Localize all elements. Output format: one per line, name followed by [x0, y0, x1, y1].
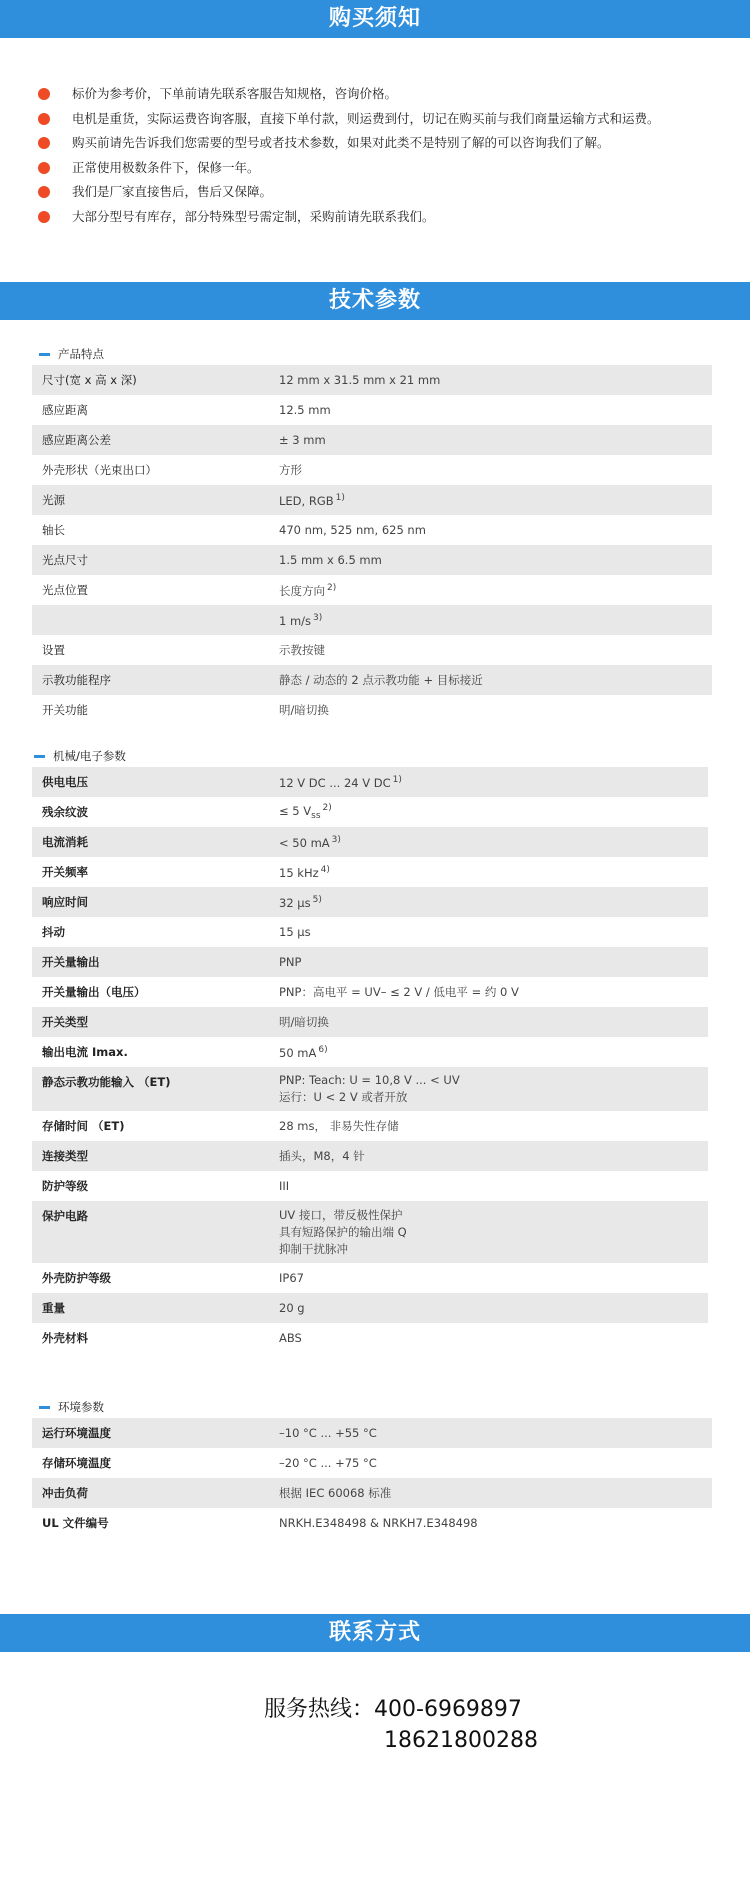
param-name: 残余纹波: [42, 805, 88, 819]
table-row: [32, 665, 712, 695]
table-row: [32, 1171, 708, 1201]
param-value-line: 具有短路保护的输出端 Q: [279, 1224, 407, 1239]
param-value-text: 1 m/s: [279, 614, 312, 628]
table-row: [32, 485, 712, 515]
table-row: [32, 1201, 708, 1263]
table-row: [32, 455, 712, 485]
param-name: 示教功能程序: [42, 673, 111, 687]
table-row: [32, 1007, 708, 1037]
param-name: 外壳防护等级: [42, 1271, 111, 1285]
param-value: [279, 395, 331, 425]
param-name: 感应距离: [42, 403, 88, 417]
param-name: 重量: [42, 1301, 65, 1315]
table-row: [32, 515, 712, 545]
table-row: [32, 605, 712, 635]
param-subscript: ss: [311, 810, 321, 821]
param-value-text: 20 g: [279, 1300, 305, 1315]
env-section: [32, 1396, 712, 1538]
param-value: [279, 695, 329, 725]
bullet-dot-icon: [38, 137, 50, 149]
table-row: [32, 1448, 712, 1478]
param-value-text: LED, RGB: [279, 494, 334, 508]
list-item: 标价为参考价，下单前请先联系客服告知规格，咨询价格。: [38, 82, 738, 107]
bullet-dot-icon: [38, 186, 50, 198]
param-value: [279, 767, 402, 797]
heading-mark-icon: [34, 755, 45, 758]
param-value-text: 470 nm, 525 nm, 625 nm: [279, 522, 426, 537]
list-item: 我们是厂家直接售后，售后又保障。: [38, 180, 738, 205]
param-name: 光点位置: [42, 583, 88, 597]
param-value-text: 长度方向: [279, 584, 325, 598]
param-value-text: ≤ 5 V: [279, 803, 312, 818]
param-name: 连接类型: [42, 1149, 88, 1163]
heading-mark-icon: [39, 353, 50, 356]
footnote-mark: 3): [331, 835, 341, 845]
list-item: 电机是重货，实际运费咨询客服，直接下单付款，则运费到付，切记在购买前与我们商量运输方式和运费。: [38, 107, 738, 132]
param-value-text: PNP: [279, 954, 302, 969]
table-row: [32, 395, 712, 425]
param-value: [279, 1448, 377, 1478]
param-value-text: 方形: [279, 462, 302, 477]
param-value-text: 根据 IEC 60068 标准: [279, 1485, 392, 1500]
param-name: 外壳材料: [42, 1331, 88, 1345]
param-name: 保护电路: [42, 1209, 88, 1223]
footnote-mark: 4): [320, 865, 330, 875]
table-row: [32, 695, 712, 725]
param-value: [279, 605, 322, 635]
param-name: 光点尺寸: [42, 553, 88, 567]
param-value: [279, 1171, 289, 1201]
param-name: 抖动: [42, 925, 65, 939]
table-row: [32, 635, 712, 665]
table-row: [32, 917, 708, 947]
table-row: [32, 767, 708, 797]
param-value-text: 示教按键: [279, 642, 325, 657]
param-name: 冲击负荷: [42, 1486, 88, 1500]
param-name: 开关量输出（电压）: [42, 985, 146, 999]
param-value: [279, 1141, 365, 1171]
table-row: [32, 425, 712, 455]
features-table: [32, 365, 712, 725]
param-value-text: 1.5 mm x 6.5 mm: [279, 552, 382, 567]
param-value: [279, 1007, 329, 1037]
table-row: [32, 365, 712, 395]
table-row: [32, 1037, 708, 1067]
hotline-line: [264, 1692, 522, 1723]
footnote-mark: 1): [335, 493, 345, 503]
table-row: [32, 1141, 708, 1171]
param-value: [279, 545, 382, 575]
param-value-text: 15 kHz: [279, 866, 319, 880]
param-value-text: PNP: Teach: U = 10,8 V ... < UV: [279, 1073, 460, 1087]
table-row: [32, 1067, 708, 1111]
param-name: 轴长: [42, 523, 65, 537]
param-value: [279, 1418, 377, 1448]
param-value-text: 32 µs: [279, 896, 311, 910]
param-value: [279, 1111, 399, 1141]
param-name: 开关量输出: [42, 955, 100, 969]
param-value-text: IP67: [279, 1270, 304, 1285]
phone-number-1: 400-6969897: [374, 1697, 522, 1722]
param-name: 供电电压: [42, 775, 88, 789]
param-value-text: ABS: [279, 1330, 302, 1345]
table-row: [32, 1263, 708, 1293]
param-value-text: 插头，M8，4 针: [279, 1148, 365, 1163]
table-row: [32, 887, 708, 917]
param-value-text: –20 °C ... +75 °C: [279, 1455, 377, 1470]
param-name: 设置: [42, 643, 65, 657]
param-value: [279, 827, 341, 857]
table-row: [32, 575, 712, 605]
param-value: [279, 635, 325, 665]
table-row: [32, 545, 712, 575]
tech-params-title: 技术参数: [328, 288, 421, 313]
bullet-dot-icon: [38, 88, 50, 100]
param-value: [279, 797, 332, 827]
param-value: [279, 1508, 478, 1538]
param-value: [279, 665, 483, 695]
param-value: [279, 977, 519, 1007]
param-name: 光源: [42, 493, 65, 507]
purchase-notice-title: 购买须知: [328, 6, 421, 31]
bullet-dot-icon: [38, 162, 50, 174]
table-row: [32, 1323, 708, 1353]
footnote-mark: 2): [327, 583, 337, 593]
table-row: [32, 1111, 708, 1141]
table-row: [32, 1478, 712, 1508]
param-value: [279, 947, 301, 977]
param-value-text: –10 °C ... +55 °C: [279, 1425, 377, 1440]
param-value-text: 15 µs: [279, 924, 311, 939]
param-value-line: 运行：U < 2 V 或者开放: [279, 1090, 408, 1104]
param-value: [279, 365, 440, 395]
param-value-line: 抑制干扰脉冲: [279, 1241, 348, 1256]
purchase-notice-banner: [0, 0, 750, 38]
footnote-mark: 1): [392, 775, 402, 785]
param-value-text: UV 接口，带反极性保护: [279, 1207, 403, 1222]
param-value-text: 明/暗切换: [279, 702, 329, 717]
tech-params-banner: [0, 282, 750, 320]
heading-mark-icon: [39, 1406, 50, 1409]
param-name: [32, 605, 279, 635]
param-name: 响应时间: [42, 895, 88, 909]
contact-banner: [0, 1614, 750, 1652]
param-value: [279, 1478, 391, 1508]
section-heading: 环境参数: [32, 1396, 712, 1418]
param-value-text: 12.5 mm: [279, 402, 331, 417]
table-row: [32, 1508, 712, 1538]
param-value-text: 12 mm x 31.5 mm x 21 mm: [279, 372, 441, 387]
table-row: [32, 797, 708, 827]
param-value: [279, 515, 426, 545]
param-value-text: 明/暗切换: [279, 1014, 329, 1029]
param-name: 防护等级: [42, 1179, 88, 1193]
param-value-text: III: [279, 1178, 290, 1193]
param-value: [279, 1263, 304, 1293]
param-value: [279, 1201, 407, 1263]
param-value: [279, 857, 330, 887]
param-name: 开关频率: [42, 865, 88, 879]
mech-table: [32, 767, 708, 1353]
mech-section: [32, 745, 708, 1353]
param-name: 运行环境温度: [42, 1426, 111, 1440]
param-name: 存储环境温度: [42, 1456, 111, 1470]
param-value-text: 28 ms， 非易失性存储: [279, 1118, 399, 1133]
param-name: 外壳形状（光束出口）: [42, 463, 157, 477]
param-value-text: 50 mA: [279, 1046, 317, 1060]
table-row: [32, 947, 708, 977]
table-row: [32, 1293, 708, 1323]
param-value: [279, 1293, 305, 1323]
env-table: [32, 1418, 712, 1538]
table-row: [32, 827, 708, 857]
param-value: [279, 425, 326, 455]
param-name: 开关类型: [42, 1015, 88, 1029]
section-heading: 机械/电子参数: [32, 745, 708, 767]
bullet-dot-icon: [38, 211, 50, 223]
phone-number-2: 18621800288: [384, 1728, 538, 1753]
table-row: [32, 1418, 712, 1448]
param-name: 尺寸(宽 x 高 x 深): [42, 373, 137, 387]
param-value: [279, 1037, 328, 1067]
hotline-label: 服务热线：: [264, 1697, 375, 1722]
param-value-text: < 50 mA: [279, 836, 330, 850]
param-value-text: 静态 / 动态的 2 点示教功能 + 目标接近: [279, 672, 483, 687]
param-value-text: PNP：高电平 = UV– ≤ 2 V / 低电平 = 约 0 V: [279, 984, 519, 999]
bullet-dot-icon: [38, 113, 50, 125]
footnote-mark: 6): [318, 1045, 328, 1055]
param-value-text: NRKH.E348498 & NRKH7.E348498: [279, 1515, 478, 1530]
list-item: 购买前请先告诉我们您需要的型号或者技术参数，如果对此类不是特别了解的可以咨询我们了解。: [38, 131, 738, 156]
list-item: 大部分型号有库存，部分特殊型号需定制，采购前请先联系我们。: [38, 205, 738, 230]
param-value: [279, 887, 322, 917]
param-name: 感应距离公差: [42, 433, 111, 447]
param-value: [279, 485, 345, 515]
section-heading: 产品特点: [32, 343, 712, 365]
purchase-notes-list: [38, 82, 738, 229]
param-value: [279, 917, 311, 947]
param-value-text: 12 V DC ... 24 V DC: [279, 776, 391, 790]
param-name: 静态示教功能输入 （ET): [42, 1075, 171, 1089]
table-row: [32, 977, 708, 1007]
features-section: [32, 343, 712, 725]
param-name: UL 文件编号: [42, 1516, 109, 1530]
param-value: [279, 1323, 302, 1353]
list-item: 正常使用极数条件下，保修一年。: [38, 156, 738, 181]
param-name: 电流消耗: [42, 835, 88, 849]
contact-title: 联系方式: [328, 1620, 421, 1645]
param-name: 输出电流 Imax.: [42, 1045, 128, 1059]
param-value: [279, 1067, 460, 1111]
footnote-mark: 5): [312, 895, 322, 905]
footnote-mark: 2): [322, 802, 332, 813]
param-value: [279, 575, 336, 605]
param-value-text: ± 3 mm: [279, 432, 326, 447]
param-value: [279, 455, 302, 485]
param-name: 存储时间 （ET): [42, 1119, 125, 1133]
footnote-mark: 3): [313, 613, 323, 623]
table-row: [32, 857, 708, 887]
param-name: 开关功能: [42, 703, 88, 717]
